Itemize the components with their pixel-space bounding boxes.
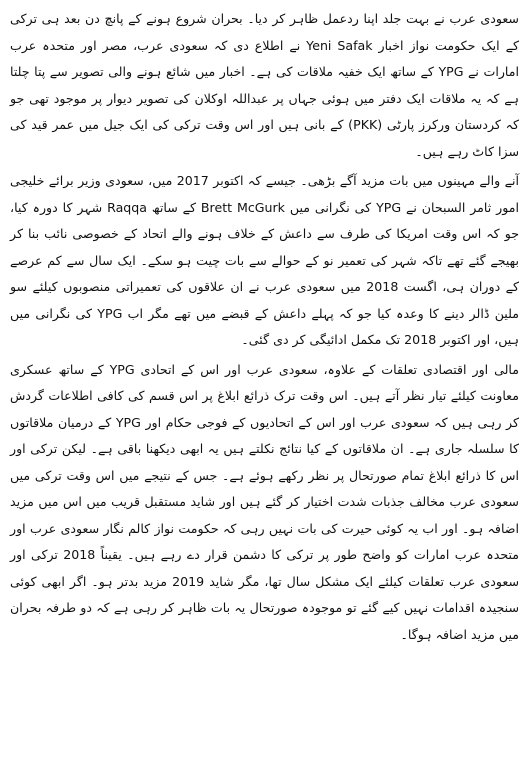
article-paragraph-3: مالی اور اقتصادی تعلقات کے علاوہ، سعودی عرب اور اس کے اتحادی YPG کے ساتھ عسکری معاونت کیلئے تیار نظر آتے ہیں۔ اس وقت ترک ذرائع ابلاغ پر اس قسم کی کافی اطلاعات گردش کر رہی ہیں کہ سعودی عرب اور اس کے اتحادیوں کے فوجی حکام اور YPG کے درمیان ملاقاتوں کا سلسلہ جاری ہے۔ ان ملاقاتوں کے کیا نتائج نکلتے ہیں یہ ابھی دیکھنا باقی ہے۔ لیکن ترکی اور اس کا ذرائع ابلاغ تمام صورتحال پر نظر رکھے ہوئے ہے۔ جس کے نتیجے میں اس وقت ترکی میں سعودی عرب مخالف جذبات شدت اختیار کر گئے ہیں اور شاید مستقبل قریب میں اس میں مزید اضافہ ہو۔ اور اب یہ کوئی حیرت کی بات نہیں رہی کہ حکومت نواز کالم نگار سعودی عرب اور متحدہ عرب امارات کو واضح طور پر ترکی کا دشمن قرار دے رہے ہیں۔ یقیناً 2018 ترکی اور سعودی عرب تعلقات کیلئے ایک مشکل سال تھا، مگر شاید 2019 مزید بدتر ہو۔ اگر ابھی کوئی سنجیدہ اقدامات نہیں کیے گئے تو موجودہ صورتحال یہ بات ظاہر کر رہی ہے کہ دو طرفہ بحران میں مزید اضافہ ہوگا۔ [10,361,520,642]
article-paragraph-1: سعودی عرب نے بہت جلد اپنا ردعمل ظاہر کر دیا۔ بحران شروع ہونے کے پانچ دن بعد ہی ترکی کے ایک حکومت نواز اخبار Yeni Safak نے اطلاع دی کہ سعودی عرب، مصر اور متحدہ عرب امارات نے YPG کے ساتھ ایک خفیہ ملاقات کی ہے۔ اخبار میں شائع ہونے والی تصویر سے پتا چلتا ہے کہ یہ ملاقات ایک دفتر میں ہوئی جہاں پر عبداللہ اوکلان کی تصویر دیوار پر موجود تھی جو کہ کردستان ورکرز پارٹی (PKK) کے بانی ہیں اور اس وقت ترکی کی ایک جیل میں عمر قید کی سزا کاٹ رہے ہیں۔ [10,11,519,159]
article-paragraph-2: آنے والے مہینوں میں بات مزید آگے بڑھی۔ جیسے کہ اکتوبر 2017 میں، سعودی وزیر برائے خلیجی امور ثامر السبحان نے YPG کی نگرانی میں Brett McGurk کے ساتھ Raqqa شہر کا دورہ کیا، جو کہ اس وقت امریکا کی طرف سے داعش کے خلاف ہونے والے اتحاد کے خصوصی نائب بنا کر بھیجے گئے تھے تاکہ شہر کی تعمیر نو کے حوالے سے بات چیت ہو سکے۔ ایک سال سے کم عرصے کے دوران ہی، اگست 2018 میں سعودی عرب نے ان علاقوں کی تعمیراتی منصوبوں کیلئے سو ملین ڈالر دینے کا وعدہ کیا جو کہ پہلے داعش کے قبضے میں تھے مگر اب YPG کی نگرانی میں ہیں، اور اکتوبر 2018 تک مکمل ادائیگی کر دی گئی۔ [10,173,520,347]
